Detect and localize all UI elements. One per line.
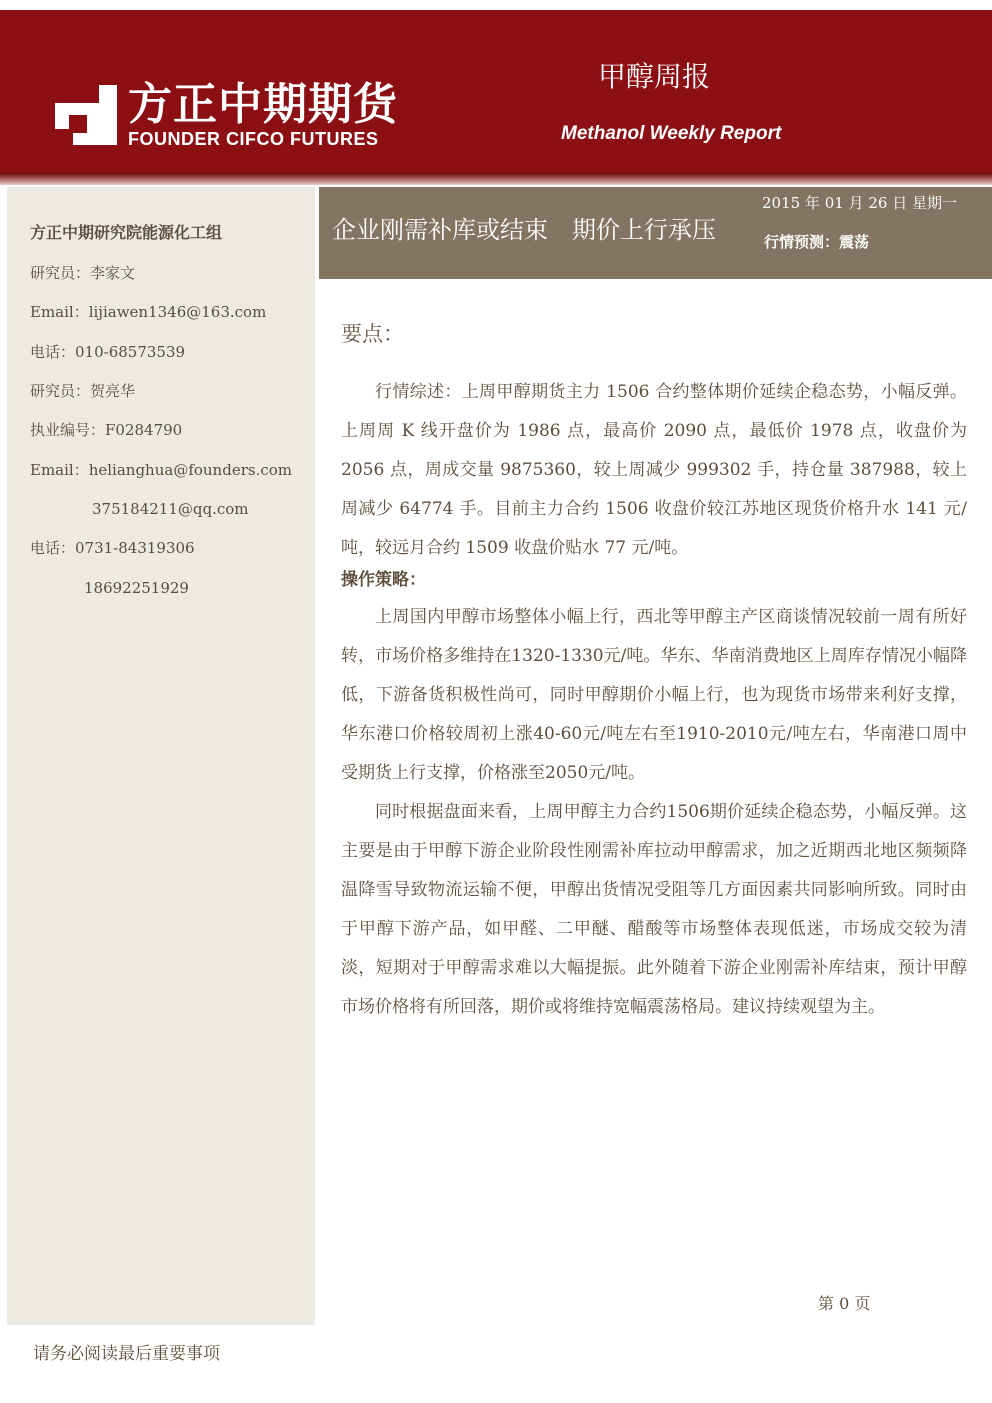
analyst-phone: 电话：0731-84319306 xyxy=(30,539,195,557)
analyst-email[interactable]: Email：helianghua@founders.com xyxy=(30,461,292,479)
header-divider xyxy=(0,173,992,185)
page-number: 第 0 页 xyxy=(818,1294,871,1313)
analyst-phone-alt: 18692251929 xyxy=(84,579,189,597)
strategy-paragraph: 上周国内甲醇市场整体小幅上行，西北等甲醇主产区商谈情况较前一周有所好转，市场价格多维持在1320-1330元/吨。华东、华南消费地区上周库存情况小幅降低，下游备货积极性尚可，同时甲醇期价小幅上行，也为现货市场带来利好支撑，华东港口价格较周初上涨40-60元/吨左右至1910-2010元/吨左右，华南港口周中受期货上行支撑，价格涨至2050元/吨。 xyxy=(341,607,967,783)
report-date: 2015 年 01 月 26 日 星期一 xyxy=(762,194,957,212)
disclaimer-notice: 请务必阅读最后重要事项 xyxy=(33,1344,220,1364)
license-number: 执业编号：F0284790 xyxy=(30,421,183,439)
analyst-email[interactable]: Email：lijiawen1346@163.com xyxy=(30,303,267,321)
company-name-cn: 方正中期期货 xyxy=(128,79,398,130)
report-body xyxy=(341,373,967,1027)
company-logo-icon xyxy=(55,85,117,145)
analyst-name: 研究员：李家文 xyxy=(30,264,136,282)
analyst-name: 研究员：贺亮华 xyxy=(30,382,136,400)
company-name-en: FOUNDER CIFCO FUTURES xyxy=(128,129,379,149)
market-summary-paragraph: 行情综述：上周甲醇期货主力 1506 合约整体期价延续企稳态势，小幅反弹。上周周 K 线开盘价为 1986 点，最高价 2090 点，最低价 1978 点，收盘价为 2056 点，周成交量 9875360，较上周减少 999302 手，持仓量 387988，较上周减少 64774 手。目前主力合约 1506 收盘价较江苏地区现货价格升水 141 元/吨，较远月合约 1509 收盘价贴水 77 元/吨。 xyxy=(341,382,967,558)
analyst-phone: 电话：010-68573539 xyxy=(30,343,186,361)
strategy-paragraph: 同时根据盘面来看，上周甲醇主力合约1506期价延续企稳态势，小幅反弹。这主要是由于甲醇下游企业阶段性刚需补库拉动甲醇需求，加之近期西北地区频频降温降雪导致物流运输不便，甲醇出货情况受阻等几方面因素共同影响所致。同时由于甲醇下游产品，如甲醛、二甲醚、醋酸等市场整体表现低迷，市场成交较为清淡，短期对于甲醇需求难以大幅提振。此外随着下游企业刚需补库结束，预计甲醇市场价格将有所回落，期价或将维持宽幅震荡格局。建议持续观望为主。 xyxy=(341,802,967,1017)
report-title-en: Methanol Weekly Report xyxy=(561,123,782,144)
research-group-name: 方正中期研究院能源化工组 xyxy=(30,223,223,242)
key-points-heading: 要点： xyxy=(341,322,404,346)
market-forecast: 行情预测：震荡 xyxy=(764,233,870,251)
report-title-cn: 甲醇周报 xyxy=(598,60,711,93)
strategy-heading: 操作策略： xyxy=(341,570,426,590)
report-headline: 企业刚需补库或结束 期价上行承压 xyxy=(332,216,716,244)
analyst-email-alt[interactable]: 375184211@qq.com xyxy=(92,500,249,518)
